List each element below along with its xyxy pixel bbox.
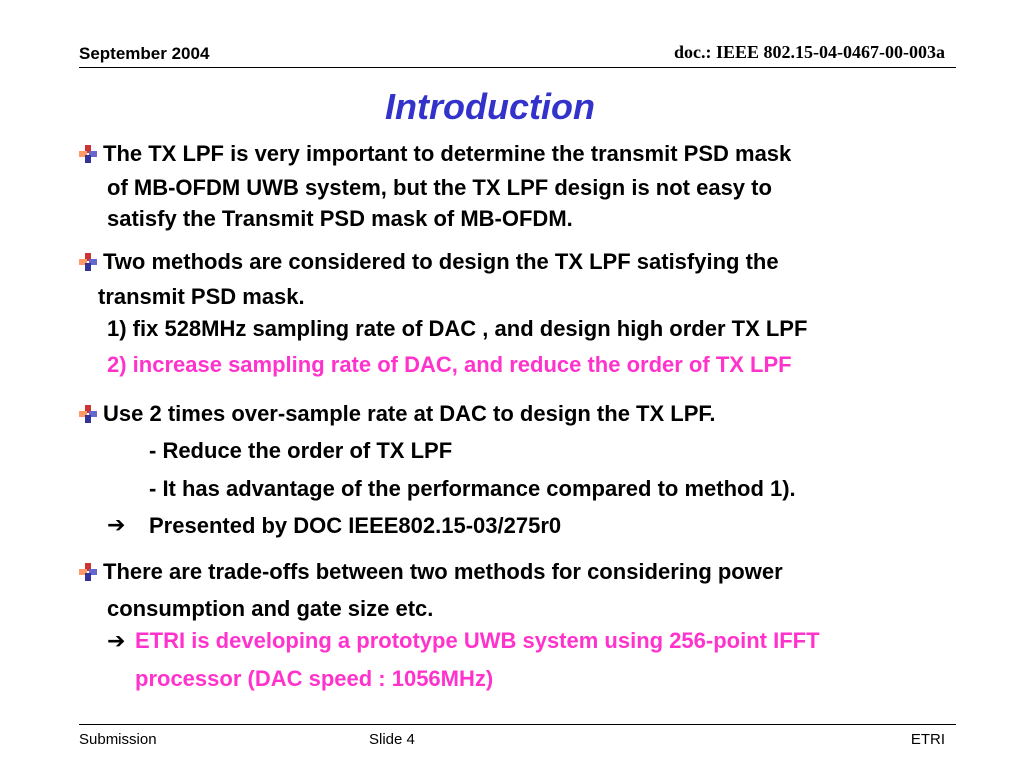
bullet2-line2: transmit PSD mask. [98,284,305,309]
right-arrow-icon: ➔ [107,628,126,653]
bullet4-line1: There are trade-offs between two methods for considering power [103,559,783,584]
footer-etri: ETRI [910,731,945,748]
bullet3-line1: Use 2 times over-sample rate at DAC to design the TX LPF. [103,401,716,426]
bullet1-line2: of MB-OFDM UWB system, but the TX LPF design is not easy to [107,175,772,200]
header-date: September 2004 [79,44,210,63]
gradient-square-bullet-icon [79,145,97,163]
bullet4-line2: consumption and gate size etc. [107,596,434,621]
bullet1-line1: The TX LPF is very important to determine the transmit PSD mask [103,141,792,166]
gradient-square-bullet-icon [79,405,97,423]
header-doc-id: doc.: IEEE 802.15-04-0467-00-003a [674,42,945,62]
footer-slide-number: Slide 4 [369,731,415,748]
bullet2-method2: 2) increase sampling rate of DAC, and reduce the order of TX LPF [107,352,792,377]
gradient-square-bullet-icon [79,563,97,581]
slide-title: Introduction [385,86,595,127]
bullet2-line1: Two methods are considered to design the TX LPF satisfying the [103,249,779,274]
right-arrow-icon: ➔ [107,512,126,537]
footer-rule [79,724,956,725]
bullet3-sub2: - It has advantage of the performance compared to method 1). [149,476,796,501]
header-rule [79,67,956,68]
footer-submission: Submission [79,731,157,748]
bullet3-arrow-text: Presented by DOC IEEE802.15-03/275r0 [149,513,562,538]
bullet4-arrow-line1: ETRI is developing a prototype UWB system using 256-point IFFT [135,628,820,653]
bullet1-line3: satisfy the Transmit PSD mask of MB-OFDM. [107,206,573,231]
bullet3-sub1: - Reduce the order of TX LPF [149,438,453,463]
gradient-square-bullet-icon [79,253,97,271]
bullet4-arrow-line2: processor (DAC speed : 1056MHz) [135,666,494,691]
bullet2-method1: 1) fix 528MHz sampling rate of DAC , and design high order TX LPF [107,316,808,341]
